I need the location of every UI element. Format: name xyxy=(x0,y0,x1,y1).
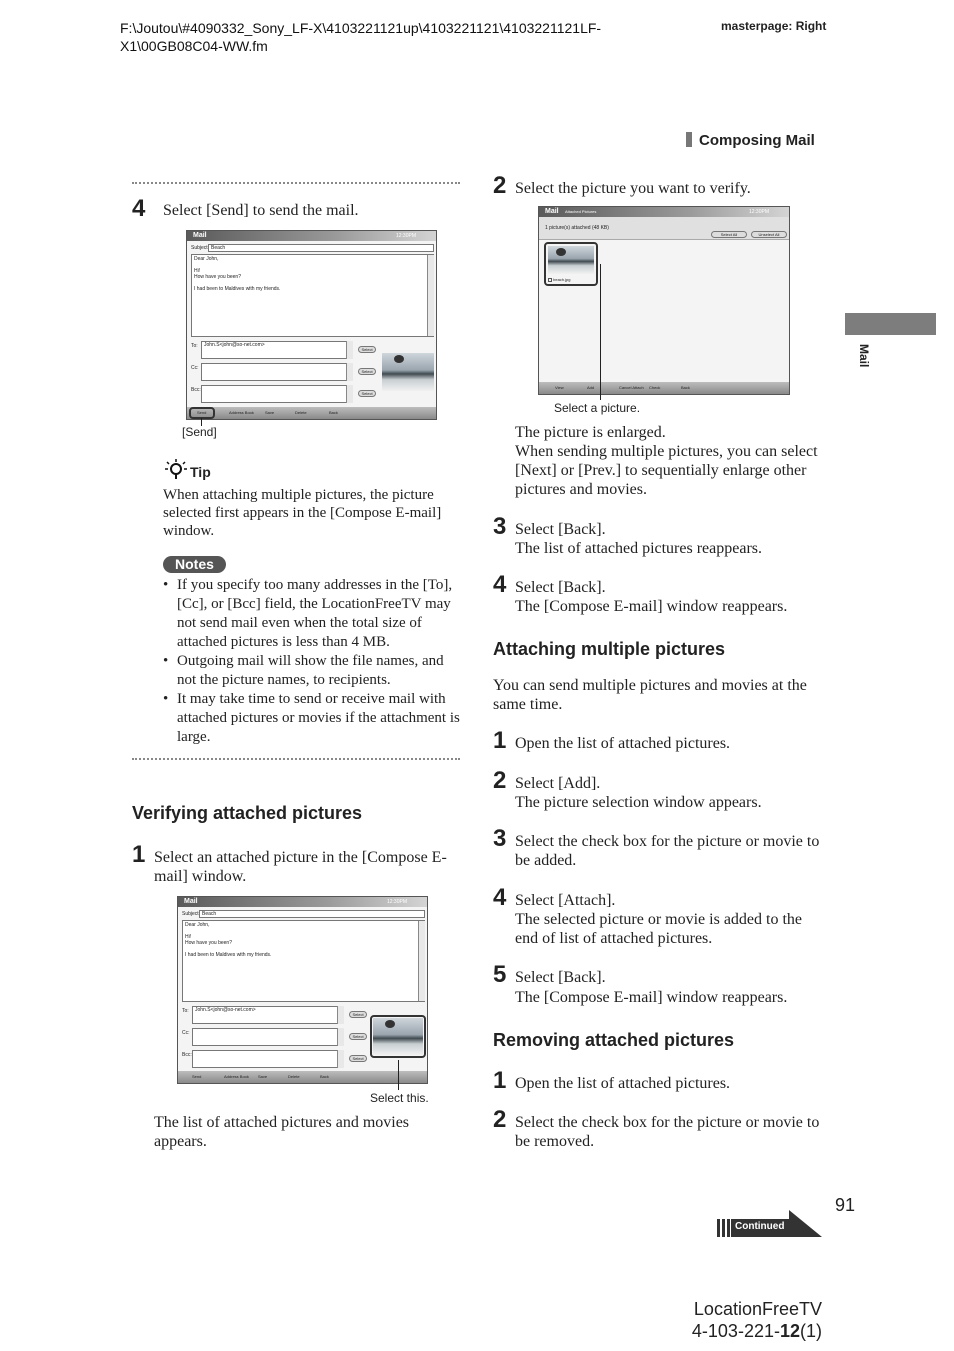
to-field[interactable]: John.S<john@so-net.com> xyxy=(192,1006,344,1024)
step-number: 3 xyxy=(493,825,507,852)
window-title: Mail xyxy=(545,208,559,215)
toolbar-cancel-attach[interactable]: Cancel Attach xyxy=(619,385,644,390)
callout-line-select-this xyxy=(398,1060,399,1090)
notes-list xyxy=(163,576,460,747)
step-result: The list of attached pictures reappears. xyxy=(515,540,762,557)
step-result: The picture selection window appears. xyxy=(515,794,762,811)
file-name-text: beach.jpg xyxy=(553,277,571,282)
palm-tree xyxy=(385,1020,395,1028)
step-number: 4 xyxy=(493,884,507,911)
send-highlight xyxy=(189,407,215,419)
body-line: Dear John, xyxy=(185,922,210,928)
cc-select-button[interactable]: Select xyxy=(358,368,376,375)
cc-field[interactable] xyxy=(201,363,353,381)
product-code-prefix: 4-103-221- xyxy=(691,1321,780,1341)
step-text: Select [Attach]. xyxy=(515,892,616,909)
section-heading-verify: Verifying attached pictures xyxy=(132,803,363,823)
body-scrollbar[interactable] xyxy=(427,255,434,336)
window-title: Mail xyxy=(184,898,198,905)
to-select-button[interactable]: Select xyxy=(349,1011,367,1018)
select-all-button[interactable]: Select All xyxy=(711,231,747,238)
product-code-bold: 12 xyxy=(779,1321,800,1341)
step-number: 2 xyxy=(493,1106,507,1133)
dotted-rule-bottom xyxy=(132,758,460,760)
body-line: How have you been? xyxy=(185,940,232,946)
attached-picture-thumbnail[interactable] xyxy=(373,1018,423,1055)
step-text: Open the list of attached pictures. xyxy=(515,1075,731,1092)
step-text: Select [Back]. xyxy=(515,969,606,986)
body-line: Hi! xyxy=(194,268,201,274)
toolbar-save[interactable]: Save xyxy=(265,410,275,415)
mail-body[interactable] xyxy=(191,254,434,337)
callout-select-picture: Select a picture. xyxy=(554,401,641,415)
file-path-line2: X1\00GB08C04-WW.fm xyxy=(120,38,268,54)
clock: 12:30PM xyxy=(748,209,769,215)
callout-line-select-picture xyxy=(600,264,601,400)
palm-tree xyxy=(394,355,404,363)
step-text: Select the check box for the picture or movie to be added. xyxy=(515,833,820,869)
compose-mail-screenshot xyxy=(186,230,437,420)
toolbar-send[interactable]: Send xyxy=(197,410,207,415)
lightbulb-icon xyxy=(163,457,189,483)
tip-text: When attaching multiple pictures, the picture selected first appears in the [Compose E-mail] window. xyxy=(163,487,442,539)
step-number: 4 xyxy=(132,195,146,222)
file-path-line1: F:\Joutou\#4090332_Sony_LF-X\4103221121up\4103221121\4103221121LF- xyxy=(120,20,602,36)
step-number: 4 xyxy=(493,571,507,598)
list-area xyxy=(539,239,789,381)
step-number: 5 xyxy=(493,961,507,988)
step-number: 3 xyxy=(493,513,507,540)
toolbar-delete[interactable]: Delete xyxy=(288,1074,300,1079)
toolbar xyxy=(539,382,789,394)
note-item: • Outgoing mail will show the file names, and not the picture names, to recipients. xyxy=(163,652,460,690)
step-text: Select [Add]. xyxy=(515,775,601,792)
step-text: Select [Back]. xyxy=(515,579,606,596)
toolbar xyxy=(178,1071,427,1083)
side-tab-bar xyxy=(845,313,936,335)
body-scrollbar[interactable] xyxy=(418,921,425,1001)
cc-scrollbar[interactable] xyxy=(337,1028,344,1046)
cc-field[interactable] xyxy=(192,1028,344,1046)
footer-product xyxy=(640,1298,822,1342)
bcc-field[interactable] xyxy=(192,1050,344,1068)
step-result: The list of attached pictures and movies appears. xyxy=(154,1114,410,1150)
toolbar-address-book[interactable]: Address Book xyxy=(229,410,254,415)
step-result: The [Compose E-mail] window reappears. xyxy=(515,989,788,1006)
tip-label: Tip xyxy=(190,464,211,480)
note-item: • It may take time to send or receive mail with attached pictures or movies if the attachment is large. xyxy=(163,690,460,747)
toolbar-back[interactable]: Back xyxy=(681,385,690,390)
window-title: Mail xyxy=(193,232,207,239)
step-number: 2 xyxy=(493,172,507,199)
mail-body[interactable] xyxy=(182,920,425,1002)
subject-field[interactable]: Beach xyxy=(208,244,434,252)
cc-select-button[interactable]: Select xyxy=(349,1033,367,1040)
subject-field[interactable]: Beach xyxy=(199,910,425,918)
callout-select-this: Select this. xyxy=(370,1091,429,1105)
step-text: Select the check box for the picture or movie to be removed. xyxy=(515,1114,820,1150)
bcc-scrollbar[interactable] xyxy=(346,385,353,403)
to-label: To: xyxy=(182,1008,189,1014)
toolbar-check[interactable]: Check xyxy=(649,385,661,390)
bcc-select-button[interactable]: Select xyxy=(349,1055,367,1062)
masterpage-label: masterpage: Right xyxy=(721,19,827,33)
to-label: To: xyxy=(191,343,198,349)
note-item: • If you specify too many addresses in the [To], [Cc], or [Bcc] field, the LocationFreeTV may not send mail even when the total size of attached pictures is less than 4 MB. xyxy=(163,576,460,652)
step-number: 2 xyxy=(493,767,507,794)
step-number: 1 xyxy=(132,841,146,868)
continued-label: Continued xyxy=(735,1221,785,1232)
to-scrollbar[interactable] xyxy=(346,341,353,359)
window-subtitle: Attached Pictures xyxy=(565,209,597,214)
bcc-field[interactable] xyxy=(201,385,353,403)
toolbar-back[interactable]: Back xyxy=(329,410,338,415)
cc-label: Cc: xyxy=(191,365,199,371)
body-line: I had been to Maldives with my friends. xyxy=(194,286,281,292)
compose-mail-screenshot-2 xyxy=(177,896,428,1084)
body-line: Hi! xyxy=(185,934,192,940)
step-number: 1 xyxy=(493,1067,507,1094)
toolbar-back[interactable]: Back xyxy=(320,1074,329,1079)
cc-label: Cc: xyxy=(182,1030,190,1036)
notes-label: Notes xyxy=(163,556,226,573)
continued-marker xyxy=(717,1210,822,1237)
body-line: Dear John, xyxy=(194,256,219,262)
dotted-rule-top xyxy=(132,182,460,184)
subject-label: Subject xyxy=(191,245,208,251)
bcc-scrollbar[interactable] xyxy=(337,1050,344,1068)
cc-scrollbar[interactable] xyxy=(346,363,353,381)
notes-badge xyxy=(163,556,226,574)
section-intro: You can send multiple pictures and movies at the same time. xyxy=(493,677,807,713)
bcc-label: Bcc: xyxy=(191,387,201,393)
running-head xyxy=(686,132,815,149)
body-line: How have you been? xyxy=(194,274,241,280)
page-number: 91 xyxy=(835,1195,856,1215)
body-line: I had been to Maldives with my friends. xyxy=(185,952,272,958)
attached-pictures-screenshot xyxy=(538,206,790,395)
bcc-select-button[interactable]: Select xyxy=(358,390,376,397)
side-tab-label: Mail xyxy=(857,344,871,368)
toolbar-delete[interactable]: Delete xyxy=(295,410,307,415)
file-path xyxy=(120,19,640,55)
product-name: LocationFreeTV xyxy=(693,1299,822,1319)
toolbar-view[interactable]: View xyxy=(555,385,564,390)
clock: 12:30PM xyxy=(386,899,407,905)
to-field[interactable]: John.S<john@so-net.com> xyxy=(201,341,353,359)
toolbar-save[interactable]: Save xyxy=(258,1074,268,1079)
step-result: The selected picture or movie is added to the end of list of attached pictures. xyxy=(515,911,803,947)
running-head-text: Composing Mail xyxy=(699,132,815,149)
toolbar-add[interactable]: Add xyxy=(587,385,595,390)
unselect-all-button[interactable]: Unselect All xyxy=(751,231,787,238)
step-number: 1 xyxy=(493,727,507,754)
attached-picture-thumbnail[interactable] xyxy=(382,353,434,391)
step-text: Select [Back]. xyxy=(515,521,606,538)
bcc-label: Bcc: xyxy=(182,1052,192,1058)
toolbar xyxy=(187,407,436,419)
step-result: The picture is enlarged. When sending multiple pictures, you can select [Next] or [Prev.] to sequentially enlarge other pictures and movies. xyxy=(515,424,818,498)
to-select-button[interactable]: Select xyxy=(358,346,376,353)
product-code xyxy=(640,1320,822,1342)
step-result: The [Compose E-mail] window reappears. xyxy=(515,598,788,615)
running-head-bar xyxy=(686,132,692,147)
toolbar-send[interactable]: Send xyxy=(192,1074,202,1079)
toolbar-address-book[interactable]: Address Book xyxy=(224,1074,249,1079)
subject-label: Subject xyxy=(182,911,199,917)
step-text: Select [Send] to send the mail. xyxy=(163,202,359,219)
attachment-count: 1 picture(s) attached (48 KB) xyxy=(545,225,609,231)
section-heading-attach: Attaching multiple pictures xyxy=(493,639,726,659)
step-text: Open the list of attached pictures. xyxy=(515,735,731,752)
step-text: Select an attached picture in the [Compose E-mail] window. xyxy=(154,849,447,885)
product-code-suffix: (1) xyxy=(800,1321,822,1341)
step-text: Select the picture you want to verify. xyxy=(515,180,751,197)
section-heading-remove: Removing attached pictures xyxy=(493,1030,735,1050)
callout-send: [Send] xyxy=(182,425,217,439)
clock: 12:30PM xyxy=(395,233,416,239)
to-scrollbar[interactable] xyxy=(337,1006,344,1024)
